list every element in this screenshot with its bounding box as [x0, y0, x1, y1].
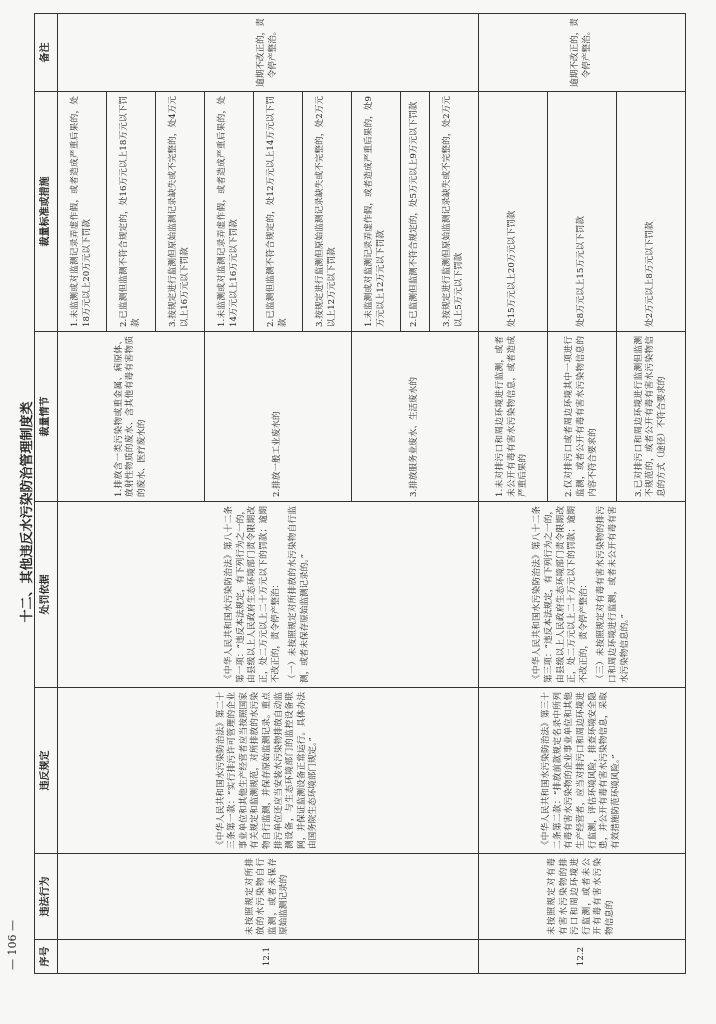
circumstance-cell: 3.排放服务业废水、生活废水的	[351, 332, 478, 502]
header-basis: 处罚依据	[35, 502, 58, 688]
behavior-cell: 未按照规定对所排放的水污染物自行监测，或者未保存原始监测记录的	[58, 854, 479, 940]
header-rule: 违反规定	[35, 688, 58, 854]
measure-cell: 3.按规定进行监测但原始监测记录缺失或不完整的，处4万元以上16万元以下罚款	[155, 92, 204, 332]
table-row	[58, 14, 107, 974]
circumstance-cell: 1.排放含一类污染物或重金属、病原体、放射性物质的废水、含其他有毒有害物质的废水、医疗废水的	[58, 332, 205, 502]
remark-cell: 逾期不改正的，责令停产整治。	[478, 14, 685, 92]
measure-cell: 1.未监测或对监测记录弄虚作假，或者造成严重后果的，处18万元以上20万元以下罚款	[58, 92, 107, 332]
rule-cell: 《中华人民共和国水污染防治法》第二十三条第一款：“实行排污许可管理的企业事业单位和其他生产经营者应当按照国家有关规定和监测规范，对所排放的水污染物自行监测，并保存原始监测记录。重点排污单位还应当安装水污染物排放自动监测设备，与生态环境部门的监控设备联网，并保证监测设备正常运行。具体办法由国务院生态环境部门规定。”	[58, 688, 479, 854]
behavior-cell: 未按照规定对有毒有害水污染物的排污口和周边环境进行监测，或者未公开有毒有害水污染物信息的	[478, 854, 685, 940]
circumstance-cell: 1.未对排污口和周边环境进行监测，或者未公开有毒有害水污染物信息，或者造成严重后果的	[478, 332, 547, 502]
section-title: 十二、其他违反水污染防治管理制度类	[20, 401, 35, 623]
measure-cell: 处2万元以上8万元以下罚款	[616, 92, 685, 332]
measure-cell: 2.已监测但监测不符合规定的，处5万元以上9万元以下罚款	[400, 92, 429, 332]
measure-cell: 1.未监测或对监测记录弄虚作假，或者造成严重后果的，处9万元以上12万元以下罚款	[351, 92, 400, 332]
measure-cell: 3.按规定进行监测但原始监测记录缺失或不完整的，处2万元以上12万元以下罚款	[302, 92, 351, 332]
header-row	[35, 14, 58, 974]
table-row	[478, 14, 547, 974]
header-behavior: 违法行为	[35, 854, 58, 940]
circumstance-cell: 2.仅对排污口或者周边环境其中一项进行监测，或者公开有毒有害水污染物信息的内容不符合要求的	[547, 332, 616, 502]
measure-cell: 2.已监测但监测不符合规定的，处12万元以上14万元以下罚款	[253, 92, 302, 332]
measure-cell: 3.按规定进行监测但原始监测记录缺失或不完整的，处2万元以上5万元以下罚款	[429, 92, 478, 332]
remark-cell: 逾期不改正的，责令停产整治。	[58, 14, 479, 92]
header-seq: 序号	[35, 940, 58, 974]
header-standard: 裁量标准或措施	[35, 92, 58, 332]
seq-cell: 12.2	[478, 940, 685, 974]
penalty-table	[34, 13, 686, 974]
seq-cell: 12.1	[58, 940, 479, 974]
rule-cell: 《中华人民共和国水污染防治法》第三十二条第二款：“排放前款规定名录中所列有毒有害水污染物的企业事业单位和其他生产经营者，应当对排污口和周边环境进行监测，评估环境风险，排查环境安全隐患，并公开有毒有害水污染物信息，采取有效措施防范环境风险。”	[478, 688, 685, 854]
measure-cell: 处8万元以上15万元以下罚款	[547, 92, 616, 332]
basis-item: （一）未按照规定对所排放的水污染物自行监测，或者未保存原始监测记录的。”	[288, 506, 310, 683]
measure-cell: 1.未监测或对监测记录弄虚作假，或者造成严重后果的，处14万元以上16万元以下罚款	[204, 92, 253, 332]
page-number: — 106 —	[6, 920, 19, 970]
header-circumstance: 裁量情节	[35, 332, 58, 502]
basis-text: 《中华人民共和国水污染防治法》第八十二条第三项：“违反本法规定，有下列行为之一的，由县级以上人民政府生态环境部门责令限期改正，处二万元以上二十万元以下的罚款；逾期不改正的，责令停产整治：	[532, 506, 589, 683]
measure-cell: 处15万元以上20万元以下罚款	[478, 92, 547, 332]
basis-cell	[58, 502, 479, 688]
basis-text: 《中华人民共和国水污染防治法》第八十二条第一项：“违反本法规定，有下列行为之一的，由县级以上人民政府生态环境部门责令限期改正，处二万元以上二十万元以下的罚款；逾期不改正的，责令停产整治：	[224, 506, 281, 683]
basis-item: （三）未按照规定对有毒有害水污染物的排污口和周边环境进行监测，或者未公开有毒有害水污染物信息的。”	[596, 506, 630, 683]
circumstance-cell: 2.排放一般工业废水的	[204, 332, 351, 502]
basis-cell	[478, 502, 685, 688]
header-remark: 备注	[35, 14, 58, 92]
circumstance-cell: 3.已对排污口和周边环境进行监测但监测不规范的，或者公开有毒有害水污染物信息的方式（途径）不符合要求的	[616, 332, 685, 502]
measure-cell: 2.已监测但监测不符合规定的，处16万元以上18万元以下罚款	[106, 92, 155, 332]
